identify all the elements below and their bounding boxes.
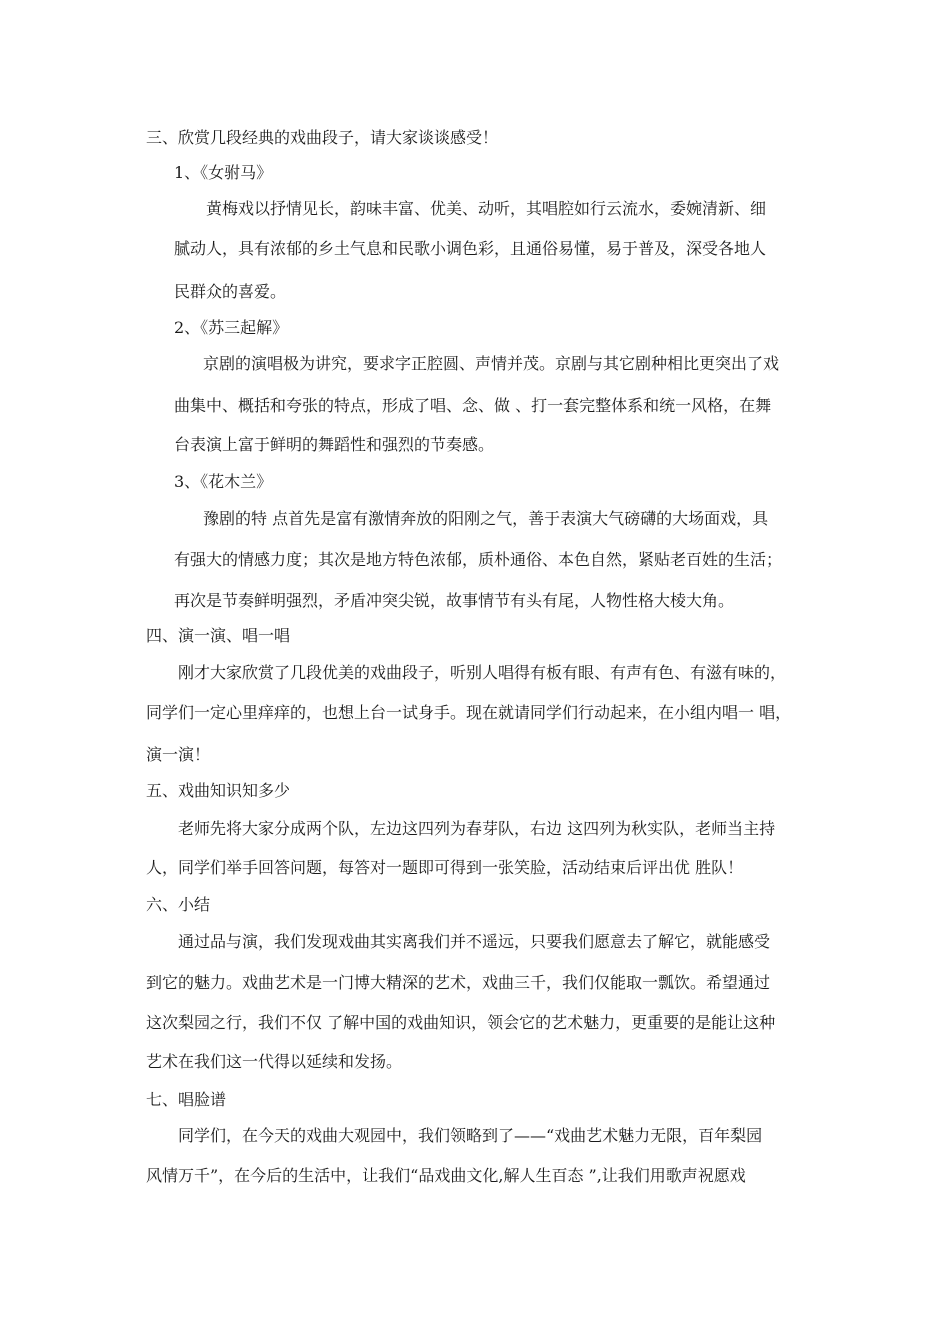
section-5-paragraph-line: 老师先将大家分成两个队，左边这四列为春芽队，右边 这四列为秋实队，老师当主持 [178,819,776,838]
section-6-paragraph-line: 通过品与演，我们发现戏曲其实离我们并不遥远，只要我们愿意去了解它，就能感受 [178,932,771,951]
item-1-paragraph-line: 腻动人，具有浓郁的乡土气息和民歌小调色彩，且通俗易懂，易于普及，深受各地人 [174,239,767,258]
section-6-paragraph-line: 艺术在我们这一代得以延续和发扬。 [146,1052,403,1071]
item-3-paragraph-line: 再次是节奏鲜明强烈，矛盾冲突尖锐，故事情节有头有尾，人物性格大棱大角。 [174,591,735,610]
section-4-heading: 四、演一演、唱一唱 [146,626,291,645]
item-1-title: 1、《女驸马》 [174,163,273,182]
item-1-paragraph-line: 黄梅戏以抒情见长，韵味丰富、优美、动听，其唱腔如行云流水，委婉清新、细 [206,199,767,218]
section-3-heading: 三、欣赏几段经典的戏曲段子，请大家谈谈感受！ [146,128,499,147]
section-7-heading: 七、唱脸谱 [146,1090,227,1109]
section-5-paragraph-line: 人，同学们举手回答问题，每答对一题即可得到一张笑脸，活动结束后评出优 胜队！ [146,858,744,877]
item-2-paragraph-line: 曲集中、概括和夸张的特点，形成了唱、念、做 、打一套完整体系和统一风格，在舞 [174,396,772,415]
section-7-paragraph-line: 同学们，在今天的戏曲大观园中，我们领略到了——“戏曲艺术魅力无限，百年梨园 [178,1126,763,1145]
section-4-paragraph-line: 刚才大家欣赏了几段优美的戏曲段子，听别人唱得有板有眼、有声有色、有滋有味的， [178,663,787,682]
section-6-paragraph-line: 到它的魅力。戏曲艺术是一门博大精深的艺术，戏曲三千，我们仅能取一瓢饮。希望通过 [146,973,771,992]
item-3-title: 3、《花木兰》 [174,472,273,491]
section-4-paragraph-line: 演一演！ [146,745,211,764]
section-6-paragraph-line: 这次梨园之行，我们不仅 了解中国的戏曲知识，领会它的艺术魅力，更重要的是能让这种 [146,1013,776,1032]
item-1-paragraph-line: 民群众的喜爱。 [174,282,287,301]
section-4-paragraph-line: 同学们一定心里痒痒的，也想上台一试身手。现在就请同学们行动起来，在小组内唱一 唱， [146,703,792,722]
item-2-title: 2、《苏三起解》 [174,318,289,337]
section-7-paragraph-line: 风情万千”，在今后的生活中，让我们“品戏曲文化,解人生百态 ”,让我们用歌声祝愿戏 [146,1166,746,1185]
item-3-paragraph-line: 豫剧的特 点首先是富有激情奔放的阳刚之气，善于表演大气磅礴的大场面戏，具 [203,509,769,528]
item-3-paragraph-line: 有强大的情感力度；其次是地方特色浓郁，质朴通俗、本色自然，紧贴老百姓的生活； [174,550,783,569]
section-6-heading: 六、小结 [146,895,211,914]
item-2-paragraph-line: 台表演上富于鲜明的舞蹈性和强烈的节奏感。 [174,435,495,454]
section-5-heading: 五、戏曲知识知多少 [146,781,291,800]
item-2-paragraph-line: 京剧的演唱极为讲究，要求字正腔圆、声情并茂。京剧与其它剧种相比更突出了戏 [203,354,780,373]
